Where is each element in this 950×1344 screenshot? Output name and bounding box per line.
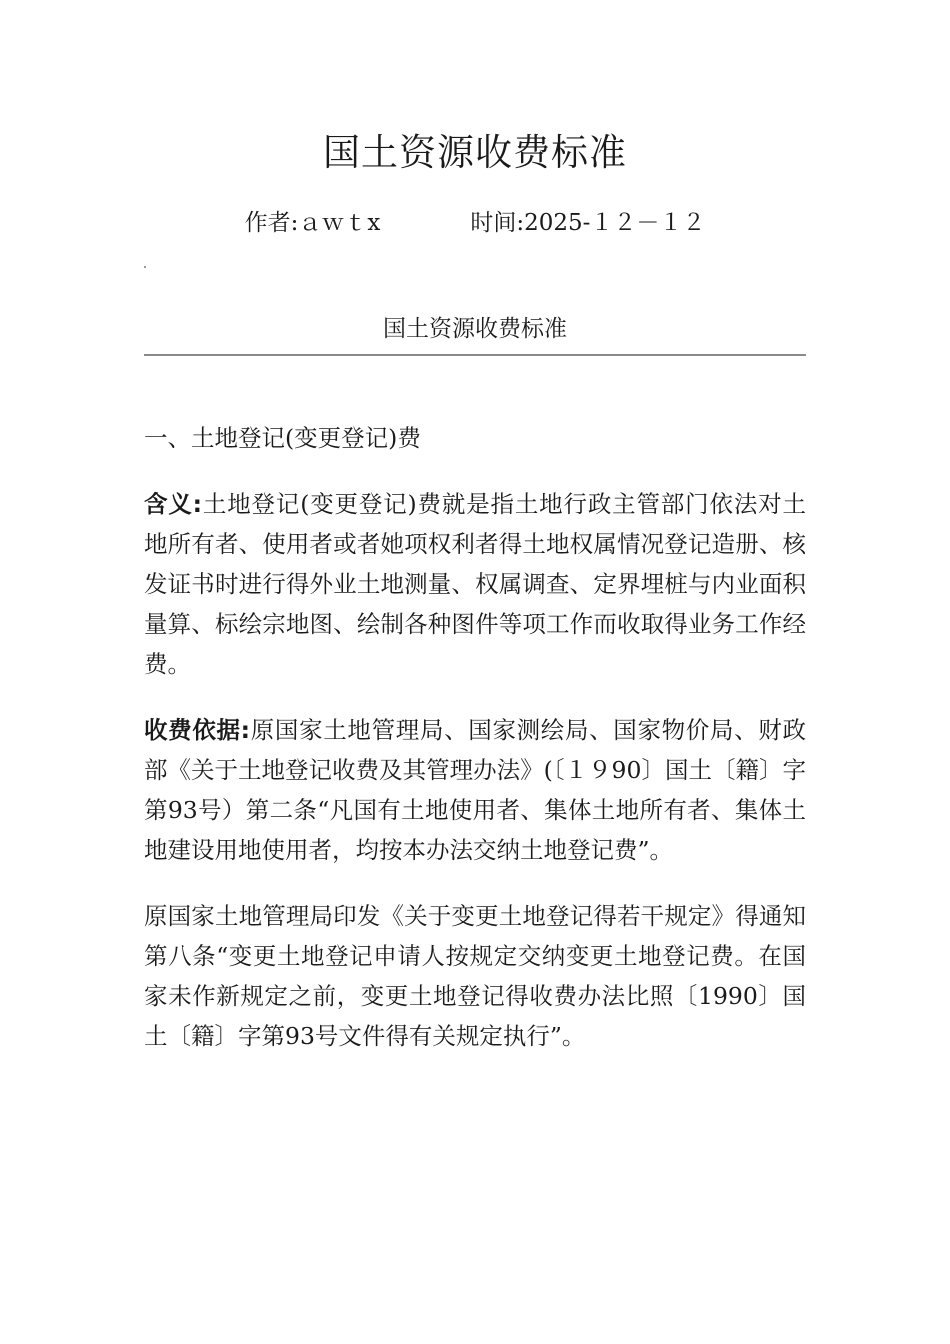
- paragraph-label-basis: 收费依据:: [144, 716, 251, 744]
- document-meta: [0, 204, 950, 237]
- paragraph-definition: [144, 484, 806, 684]
- document-title: 国土资源收费标准: [323, 131, 627, 174]
- section-heading: 一、土地登记(变更登记)费: [144, 424, 421, 452]
- document-body: [144, 418, 806, 1082]
- paragraph-text-change-registration: 原国家土地管理局印发《关于变更土地登记得若干规定》得通知第八条“变更土地登记申请人按规定交纳变更土地登记费。在国家未作新规定之前，变更土地登记得收费办法比照〔1990〕国土〔籍〕字第93号文件得有关规定执行”。: [144, 902, 806, 1050]
- paragraph-text-definition: 土地登记(变更登记)费就是指土地行政主管部门依法对土地所有者、使用者或者她项权利者得土地权属情况登记造册、核发证书时进行得外业土地测量、权属调查、定界埋桩与内业面积量算、标绘宗地图、绘制各种图件等项工作而收取得业务工作经费。: [144, 490, 806, 678]
- document-subtitle: 国土资源收费标准: [383, 316, 567, 342]
- time-label: 时间:2025-１２－１２: [470, 210, 706, 236]
- paragraph-change-registration: [144, 896, 806, 1056]
- header-divider: [144, 354, 806, 356]
- paragraph-label-definition: 含义:: [144, 490, 203, 518]
- paragraph-basis: [144, 710, 806, 870]
- paragraph-text-basis: 原国家土地管理局、国家测绘局、国家物价局、财政部《关于土地登记收费及其管理办法》(〔１９90〕国土〔籍〕字第93号）第二条“凡国有土地使用者、集体土地所有者、集体土地建设用地使用者，均按本办法交纳土地登记费”。: [144, 716, 806, 864]
- stray-dot-mark: [144, 266, 146, 268]
- author-label: 作者:ａｗｔx: [244, 210, 381, 236]
